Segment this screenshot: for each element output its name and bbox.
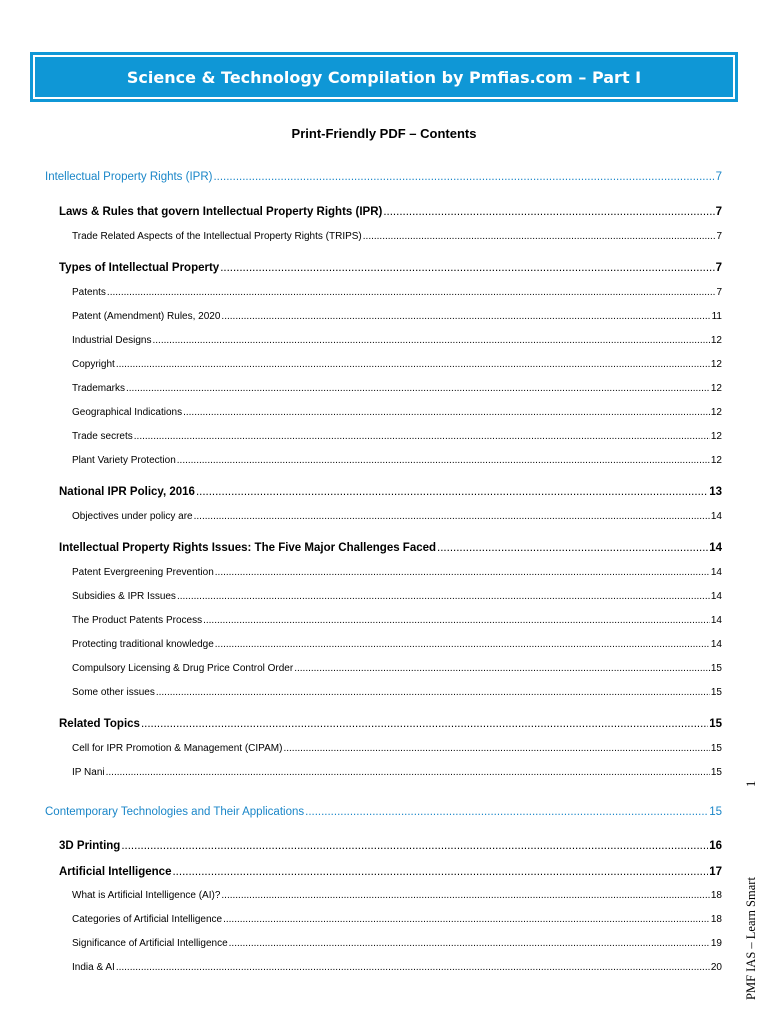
toc-entry-level-3[interactable] (72, 287, 722, 298)
toc-entry-level-3[interactable] (72, 359, 722, 370)
toc-entry-level-3[interactable] (72, 743, 722, 754)
toc-entry-title: Patent Evergreening Prevention (72, 567, 214, 578)
toc-entry-level-3[interactable] (72, 311, 722, 322)
toc-entry-page: 14 (710, 567, 722, 578)
toc-entry-page: 14 (710, 615, 722, 626)
dot-leader (134, 431, 710, 442)
toc-entry-title: Related Topics (59, 718, 140, 730)
toc-entry-page: 12 (710, 455, 722, 466)
toc-entry-level-2[interactable] (59, 262, 722, 274)
toc-entry-page: 7 (715, 206, 722, 218)
toc-entry-page: 17 (709, 866, 722, 878)
toc-entry-title: Compulsory Licensing & Drug Price Control Order (72, 663, 294, 674)
toc-entry-page: 15 (710, 767, 722, 778)
toc-entry-title: Trademarks (72, 383, 125, 394)
dot-leader (156, 687, 710, 698)
toc-entry-page: 14 (710, 591, 722, 602)
toc-entry-level-3[interactable] (72, 383, 722, 394)
toc-entry-level-2[interactable] (59, 840, 722, 852)
toc-entry-page: 7 (715, 171, 722, 183)
toc-entry-title: Types of Intellectual Property (59, 262, 220, 274)
toc-entry-page: 15 (710, 687, 722, 698)
toc-entry-title: National IPR Policy, 2016 (59, 486, 195, 498)
toc-entry-page: 12 (710, 383, 722, 394)
toc-entry-page: 18 (710, 914, 722, 925)
toc-entry-level-3[interactable] (72, 767, 722, 778)
toc-entry-page: 16 (709, 840, 722, 852)
toc-entry-level-3[interactable] (72, 431, 722, 442)
dot-leader (229, 938, 710, 949)
toc-entry-title: Categories of Artificial Intelligence (72, 914, 223, 925)
toc-entry-page: 14 (710, 511, 722, 522)
toc-entry-title: Trade secrets (72, 431, 133, 442)
toc-entry-page: 7 (715, 262, 722, 274)
dot-leader (172, 866, 708, 878)
dot-leader (152, 335, 709, 346)
dot-leader (203, 615, 710, 626)
dot-leader (215, 639, 710, 650)
dot-leader (215, 567, 710, 578)
dot-leader (116, 962, 710, 973)
toc-entry-level-2[interactable] (59, 542, 722, 554)
dot-leader (213, 171, 714, 183)
toc-entry-level-3[interactable] (72, 962, 722, 973)
toc-entry-title: Copyright (72, 359, 115, 370)
dot-leader (220, 262, 714, 274)
toc-entry-title: Some other issues (72, 687, 155, 698)
toc-entry-level-3[interactable] (72, 335, 722, 346)
toc-entry-title: IP Nani (72, 767, 105, 778)
toc-entry-level-2[interactable] (59, 486, 722, 498)
toc-entry-title: India & AI (72, 962, 115, 973)
toc-entry-title: Contemporary Technologies and Their Applications (45, 806, 305, 818)
toc-entry-level-2[interactable] (59, 866, 722, 878)
toc-entry-title: Intellectual Property Rights (IPR) (45, 171, 213, 183)
toc-entry-level-3[interactable] (72, 890, 722, 901)
toc-entry-title: What is Artificial Intelligence (AI)? (72, 890, 221, 901)
dot-leader (126, 383, 710, 394)
toc-entry-title: Protecting traditional knowledge (72, 639, 214, 650)
toc-entry-level-3[interactable] (72, 615, 722, 626)
toc-entry-level-3[interactable] (72, 663, 722, 674)
toc-entry-page: 19 (710, 938, 722, 949)
toc-entry-level-3[interactable] (72, 231, 722, 242)
dot-leader (221, 311, 710, 322)
dot-leader (121, 840, 708, 852)
dot-leader (116, 359, 710, 370)
toc-entry-page: 20 (710, 962, 722, 973)
page-number: 1 (744, 780, 758, 787)
toc-entry-title: Artificial Intelligence (59, 866, 172, 878)
toc-entry-level-3[interactable] (72, 407, 722, 418)
toc-entry-level-2[interactable] (59, 718, 722, 730)
toc-entry-title: Plant Variety Protection (72, 455, 176, 466)
toc-entry-page: 15 (710, 743, 722, 754)
toc-entry-level-3[interactable] (72, 591, 722, 602)
contents-heading: Print-Friendly PDF – Contents (291, 126, 477, 141)
toc-entry-page: 12 (710, 335, 722, 346)
toc-entry-page: 18 (710, 890, 722, 901)
toc-entry-page: 7 (716, 287, 722, 298)
toc-entry-title: Laws & Rules that govern Intellectual Property Rights (IPR) (59, 206, 383, 218)
dot-leader (221, 890, 709, 901)
toc-entry-level-2[interactable] (59, 206, 722, 218)
toc-entry-level-1[interactable] (45, 171, 722, 183)
toc-entry-page: 13 (709, 486, 722, 498)
toc-entry-page: 12 (710, 407, 722, 418)
dot-leader (294, 663, 710, 674)
dot-leader (107, 287, 716, 298)
toc-entry-page: 11 (711, 311, 722, 322)
dot-leader (383, 206, 714, 218)
toc-entry-title: Significance of Artificial Intelligence (72, 938, 228, 949)
side-footer-text: PMF IAS – Learn Smart (744, 877, 758, 1000)
toc-entry-level-3[interactable] (72, 639, 722, 650)
toc-entry-level-1[interactable] (45, 806, 722, 818)
toc-entry-level-3[interactable] (72, 914, 722, 925)
document-title: Science & Technology Compilation by Pmfias.com – Part I (126, 67, 642, 87)
dot-leader (106, 767, 710, 778)
dot-leader (196, 486, 708, 498)
toc-entry-level-3[interactable] (72, 687, 722, 698)
dot-leader (305, 806, 708, 818)
toc-entry-level-3[interactable] (72, 511, 722, 522)
dot-leader (177, 591, 710, 602)
toc-entry-level-3[interactable] (72, 455, 722, 466)
toc-entry-title: Geographical Indications (72, 407, 183, 418)
toc-entry-page: 12 (710, 431, 722, 442)
toc-entry-title: Patent (Amendment) Rules, 2020 (72, 311, 221, 322)
toc-entry-title: Objectives under policy are (72, 511, 193, 522)
toc-entry-title: The Product Patents Process (72, 615, 203, 626)
toc-entry-page: 12 (710, 359, 722, 370)
dot-leader (141, 718, 708, 730)
toc-entry-page: 14 (709, 542, 722, 554)
toc-entry-level-3[interactable] (72, 938, 722, 949)
dot-leader (177, 455, 710, 466)
toc-entry-page: 15 (710, 663, 722, 674)
toc-entry-title: Industrial Designs (72, 335, 152, 346)
toc-entry-page: 7 (716, 231, 722, 242)
toc-entry-page: 14 (710, 639, 722, 650)
dot-leader (363, 231, 716, 242)
dot-leader (194, 511, 710, 522)
toc-entry-title: 3D Printing (59, 840, 121, 852)
toc-entry-title: Cell for IPR Promotion & Management (CIPAM) (72, 743, 283, 754)
dot-leader (183, 407, 710, 418)
dot-leader (283, 743, 709, 754)
toc-entry-page: 15 (709, 718, 722, 730)
toc-entry-title: Subsidies & IPR Issues (72, 591, 176, 602)
dot-leader (223, 914, 710, 925)
toc-entry-title: Patents (72, 287, 106, 298)
toc-entry-level-3[interactable] (72, 567, 722, 578)
toc-entry-title: Trade Related Aspects of the Intellectual Property Rights (TRIPS) (72, 231, 362, 242)
toc-entry-title: Intellectual Property Rights Issues: The Five Major Challenges Faced (59, 542, 437, 554)
toc-entry-page: 15 (709, 806, 722, 818)
dot-leader (437, 542, 708, 554)
